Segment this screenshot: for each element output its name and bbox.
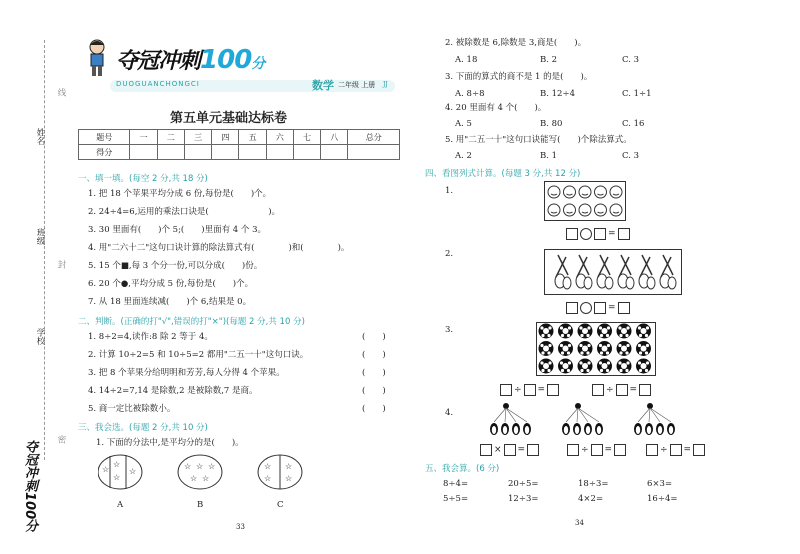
- calc-item: 6×3=: [647, 479, 673, 489]
- soccer-ball-icon: [539, 341, 554, 356]
- q2-option: C. 3: [622, 55, 640, 65]
- score-cell[interactable]: [157, 145, 184, 160]
- s1-item: 6. 20 个●,平均分成 5 份,每份是( )个。: [88, 279, 254, 289]
- face-icon: [579, 186, 591, 198]
- soccer-ball-icon: [636, 324, 651, 339]
- oval-a-icon: [98, 455, 142, 489]
- answer-box[interactable]: [693, 444, 705, 456]
- score-header: 五: [239, 130, 266, 145]
- q3-option: B. 12÷4: [540, 89, 575, 99]
- face-icon: [548, 186, 560, 198]
- brand-vertical: 夺冠冲刺100分: [22, 440, 37, 533]
- score-header: 四: [212, 130, 239, 145]
- option-c: C: [277, 500, 284, 510]
- answer-box[interactable]: [614, 444, 626, 456]
- page-title: 第五单元基础达标卷: [170, 111, 288, 126]
- svg-text:☆: ☆: [184, 462, 192, 471]
- soccer-ball-icon: [558, 341, 573, 356]
- s4-label: 2.: [445, 249, 454, 259]
- svg-text:☆: ☆: [129, 467, 137, 476]
- svg-text:☆: ☆: [264, 474, 272, 483]
- soccer-ball-icon: [578, 341, 593, 356]
- score-cell[interactable]: [130, 145, 157, 160]
- binding-margin: [0, 0, 66, 554]
- q5-option: A. 2: [455, 151, 472, 161]
- score-header: 三: [184, 130, 211, 145]
- penguin-group-icon: [490, 403, 531, 435]
- s4-label: 4.: [445, 408, 454, 418]
- s1-item: 2. 24÷4=6,运用的乘法口诀是( )。: [88, 207, 281, 217]
- score-row-label: 得分: [79, 145, 130, 160]
- oval-b-icon: [178, 455, 222, 489]
- calc-item: 20÷5=: [508, 479, 539, 489]
- s3-q3: 3. 下面的算式的商不是 1 的是( )。: [445, 72, 593, 82]
- score-table: [78, 129, 400, 160]
- svg-text:☆: ☆: [285, 474, 293, 483]
- option-b: B: [197, 500, 204, 510]
- score-cell[interactable]: [321, 145, 348, 160]
- answer-box[interactable]: [618, 302, 630, 314]
- balls-picture: [536, 322, 656, 376]
- faces-picture: [544, 181, 626, 221]
- answer-box[interactable]: [567, 444, 579, 456]
- q2-option: B. 2: [540, 55, 558, 65]
- header: [80, 34, 400, 104]
- calc-item: 12÷3=: [508, 494, 539, 504]
- brand-score: 100: [200, 45, 252, 75]
- class-label: 班级: [35, 228, 45, 245]
- face-icon: [595, 186, 607, 198]
- s1-item: 4. 用"二六十二"这句口诀计算的除法算式有( )和( )。: [88, 243, 350, 253]
- calc-item: 4×2=: [578, 494, 604, 504]
- brand-pinyin: DUOGUANCHONGCI: [116, 80, 200, 88]
- q4-option: A. 5: [455, 119, 472, 129]
- answer-paren[interactable]: ( ): [362, 350, 386, 360]
- soccer-ball-icon: [597, 324, 612, 339]
- score-cell[interactable]: [293, 145, 320, 160]
- score-cell[interactable]: [348, 145, 400, 160]
- face-icon: [564, 186, 576, 198]
- face-icon: [610, 204, 622, 216]
- operator-circle[interactable]: [580, 302, 592, 314]
- q5-option: B. 1: [540, 151, 558, 161]
- s2-item: 4. 14÷2=7,14 是除数,2 是被除数,7 是商。: [88, 386, 258, 396]
- score-header: 七: [293, 130, 320, 145]
- face-icon: [564, 204, 576, 216]
- school-label: 学校: [35, 328, 45, 345]
- svg-text:☆: ☆: [285, 462, 293, 471]
- s2-item: 5. 商一定比被除数小。: [88, 404, 176, 414]
- section1-heading: 一、填一填。(每空 2 分,共 18 分): [78, 174, 208, 184]
- brand-title: 夺冠冲刺: [116, 49, 201, 74]
- answer-box[interactable]: [504, 444, 516, 456]
- svg-text:☆: ☆: [208, 462, 216, 471]
- s2-item: 3. 把 8 个苹果分给明明和芳芳,每人分得 4 个苹果。: [88, 368, 285, 378]
- score-cell[interactable]: [239, 145, 266, 160]
- answer-paren[interactable]: ( ): [362, 404, 386, 414]
- answer-box[interactable]: [616, 384, 628, 396]
- s1-item: 3. 30 里面有( )个 5;( )里面有 4 个 3。: [88, 225, 266, 235]
- answer-box[interactable]: [547, 384, 559, 396]
- score-header: 总分: [348, 130, 400, 145]
- section2-heading: 二、判断。(正确的打"√",错误的打"×")(每题 2 分,共 10 分): [78, 317, 305, 327]
- svg-text:☆: ☆: [113, 460, 121, 469]
- score-header: 八: [321, 130, 348, 145]
- soccer-ball-icon: [578, 324, 593, 339]
- s3-q1: 1. 下面的分法中,是平均分的是( )。: [96, 438, 244, 448]
- cut-mark-line: 线: [56, 88, 66, 97]
- s1-item: 5. 15 个■,每 3 个分一份,可以分成( )份。: [88, 261, 263, 271]
- mascot-icon: [84, 38, 110, 78]
- soccer-ball-icon: [578, 359, 593, 374]
- s1-item: 1. 把 18 个苹果平均分成 6 份,每份是( )个。: [88, 189, 272, 199]
- answer-box[interactable]: [524, 384, 536, 396]
- q5-option: C. 3: [622, 151, 640, 161]
- answer-box[interactable]: [594, 228, 606, 240]
- q4-option: C. 16: [622, 119, 645, 129]
- answer-box[interactable]: [592, 384, 604, 396]
- svg-text:☆: ☆: [196, 462, 204, 471]
- cut-mark-secret: 密: [56, 435, 66, 444]
- answer-box[interactable]: [566, 228, 578, 240]
- s3-q5: 5. 用"二五一十"这句口诀能写( )个除法算式。: [445, 135, 632, 145]
- s3-q4: 4. 20 里面有 4 个( )。: [445, 103, 547, 113]
- answer-paren[interactable]: ( ): [362, 368, 386, 378]
- equation-4b: ÷ =: [567, 444, 626, 456]
- penguins-picture: [462, 402, 702, 438]
- soccer-ball-icon: [617, 324, 632, 339]
- face-icon: [548, 204, 560, 216]
- edition-label: JJ: [383, 81, 388, 88]
- answer-box[interactable]: [618, 228, 630, 240]
- guitars-picture: [544, 249, 682, 295]
- soccer-ball-icon: [539, 359, 554, 374]
- q2-option: A. 18: [455, 55, 478, 65]
- section3-heading: 三、我会选。(每题 2 分,共 10 分): [78, 423, 208, 433]
- page-number-right: 34: [575, 519, 584, 527]
- s4-label: 3.: [445, 325, 454, 335]
- section4-heading: 四、看图列式计算。(每题 3 分,共 12 分): [425, 169, 581, 179]
- name-label: 姓名: [35, 128, 45, 145]
- svg-text:☆: ☆: [113, 473, 121, 482]
- s2-item: 2. 计算 10÷2=5 和 10÷5=2 都用"二五一十"这句口诀。: [88, 350, 309, 360]
- soccer-ball-icon: [597, 341, 612, 356]
- answer-box[interactable]: [527, 444, 539, 456]
- svg-text:☆: ☆: [190, 474, 198, 483]
- section5-heading: 五、我会算。(6 分): [425, 464, 500, 474]
- page-number-left: 33: [236, 523, 245, 531]
- equation-4a: × =: [480, 444, 539, 456]
- answer-box[interactable]: [500, 384, 512, 396]
- answer-box[interactable]: [480, 444, 492, 456]
- answer-box[interactable]: [566, 302, 578, 314]
- equation-2: =: [566, 302, 630, 314]
- q4-option: B. 80: [540, 119, 563, 129]
- answer-box[interactable]: [639, 384, 651, 396]
- face-icon: [595, 204, 607, 216]
- score-header: 一: [130, 130, 157, 145]
- brand-unit: 分: [251, 56, 265, 72]
- score-header: 二: [157, 130, 184, 145]
- oval-c-icon: [258, 455, 302, 489]
- answer-box[interactable]: [646, 444, 658, 456]
- penguin-group-icon: [634, 403, 675, 435]
- soccer-ball-icon: [539, 324, 554, 339]
- subject-label: 数学: [312, 79, 334, 92]
- q3-option: C. 1÷1: [622, 89, 652, 99]
- svg-text:☆: ☆: [264, 462, 272, 471]
- soccer-ball-icon: [558, 324, 573, 339]
- s1-item: 7. 从 18 里面连续减( )个 6,结果是 0。: [88, 297, 252, 307]
- score-cell[interactable]: [212, 145, 239, 160]
- grade-label: 二年级 上册: [338, 81, 376, 89]
- soccer-ball-icon: [558, 359, 573, 374]
- equation-4c: ÷ =: [646, 444, 705, 456]
- soccer-ball-icon: [597, 359, 612, 374]
- q3-option: A. 8÷8: [455, 89, 485, 99]
- svg-text:☆: ☆: [102, 465, 110, 474]
- answer-paren[interactable]: ( ): [362, 386, 386, 396]
- option-a: A: [117, 500, 124, 510]
- equation-3b: ÷ =: [592, 384, 651, 396]
- soccer-ball-icon: [636, 359, 651, 374]
- cut-line: [44, 40, 45, 460]
- score-header: 题号: [79, 130, 130, 145]
- soccer-ball-icon: [636, 341, 651, 356]
- face-icon: [579, 204, 591, 216]
- score-cell[interactable]: [266, 145, 293, 160]
- answer-paren[interactable]: ( ): [362, 332, 386, 342]
- soccer-ball-icon: [617, 359, 632, 374]
- calc-item: 18÷3=: [578, 479, 609, 489]
- s2-item: 1. 8÷2=4,读作:8 除 2 等于 4。: [88, 332, 213, 342]
- cut-mark-seal: 封: [56, 260, 66, 269]
- oval-figures: [98, 452, 358, 496]
- score-header: 六: [266, 130, 293, 145]
- face-icon: [610, 186, 622, 198]
- operator-circle[interactable]: [580, 228, 592, 240]
- penguin-group-icon: [562, 403, 603, 435]
- calc-item: 8÷4=: [443, 479, 469, 489]
- calc-item: 5÷5=: [443, 494, 469, 504]
- equation-1: =: [566, 228, 630, 240]
- s4-label: 1.: [445, 186, 454, 196]
- soccer-ball-icon: [617, 341, 632, 356]
- s3-q2: 2. 被除数是 6,除数是 3,商是( )。: [445, 38, 587, 48]
- answer-box[interactable]: [670, 444, 682, 456]
- score-cell[interactable]: [184, 145, 211, 160]
- calc-item: 16÷4=: [647, 494, 678, 504]
- svg-text:☆: ☆: [202, 474, 210, 483]
- answer-box[interactable]: [594, 302, 606, 314]
- equation-3a: ÷ =: [500, 384, 559, 396]
- answer-box[interactable]: [591, 444, 603, 456]
